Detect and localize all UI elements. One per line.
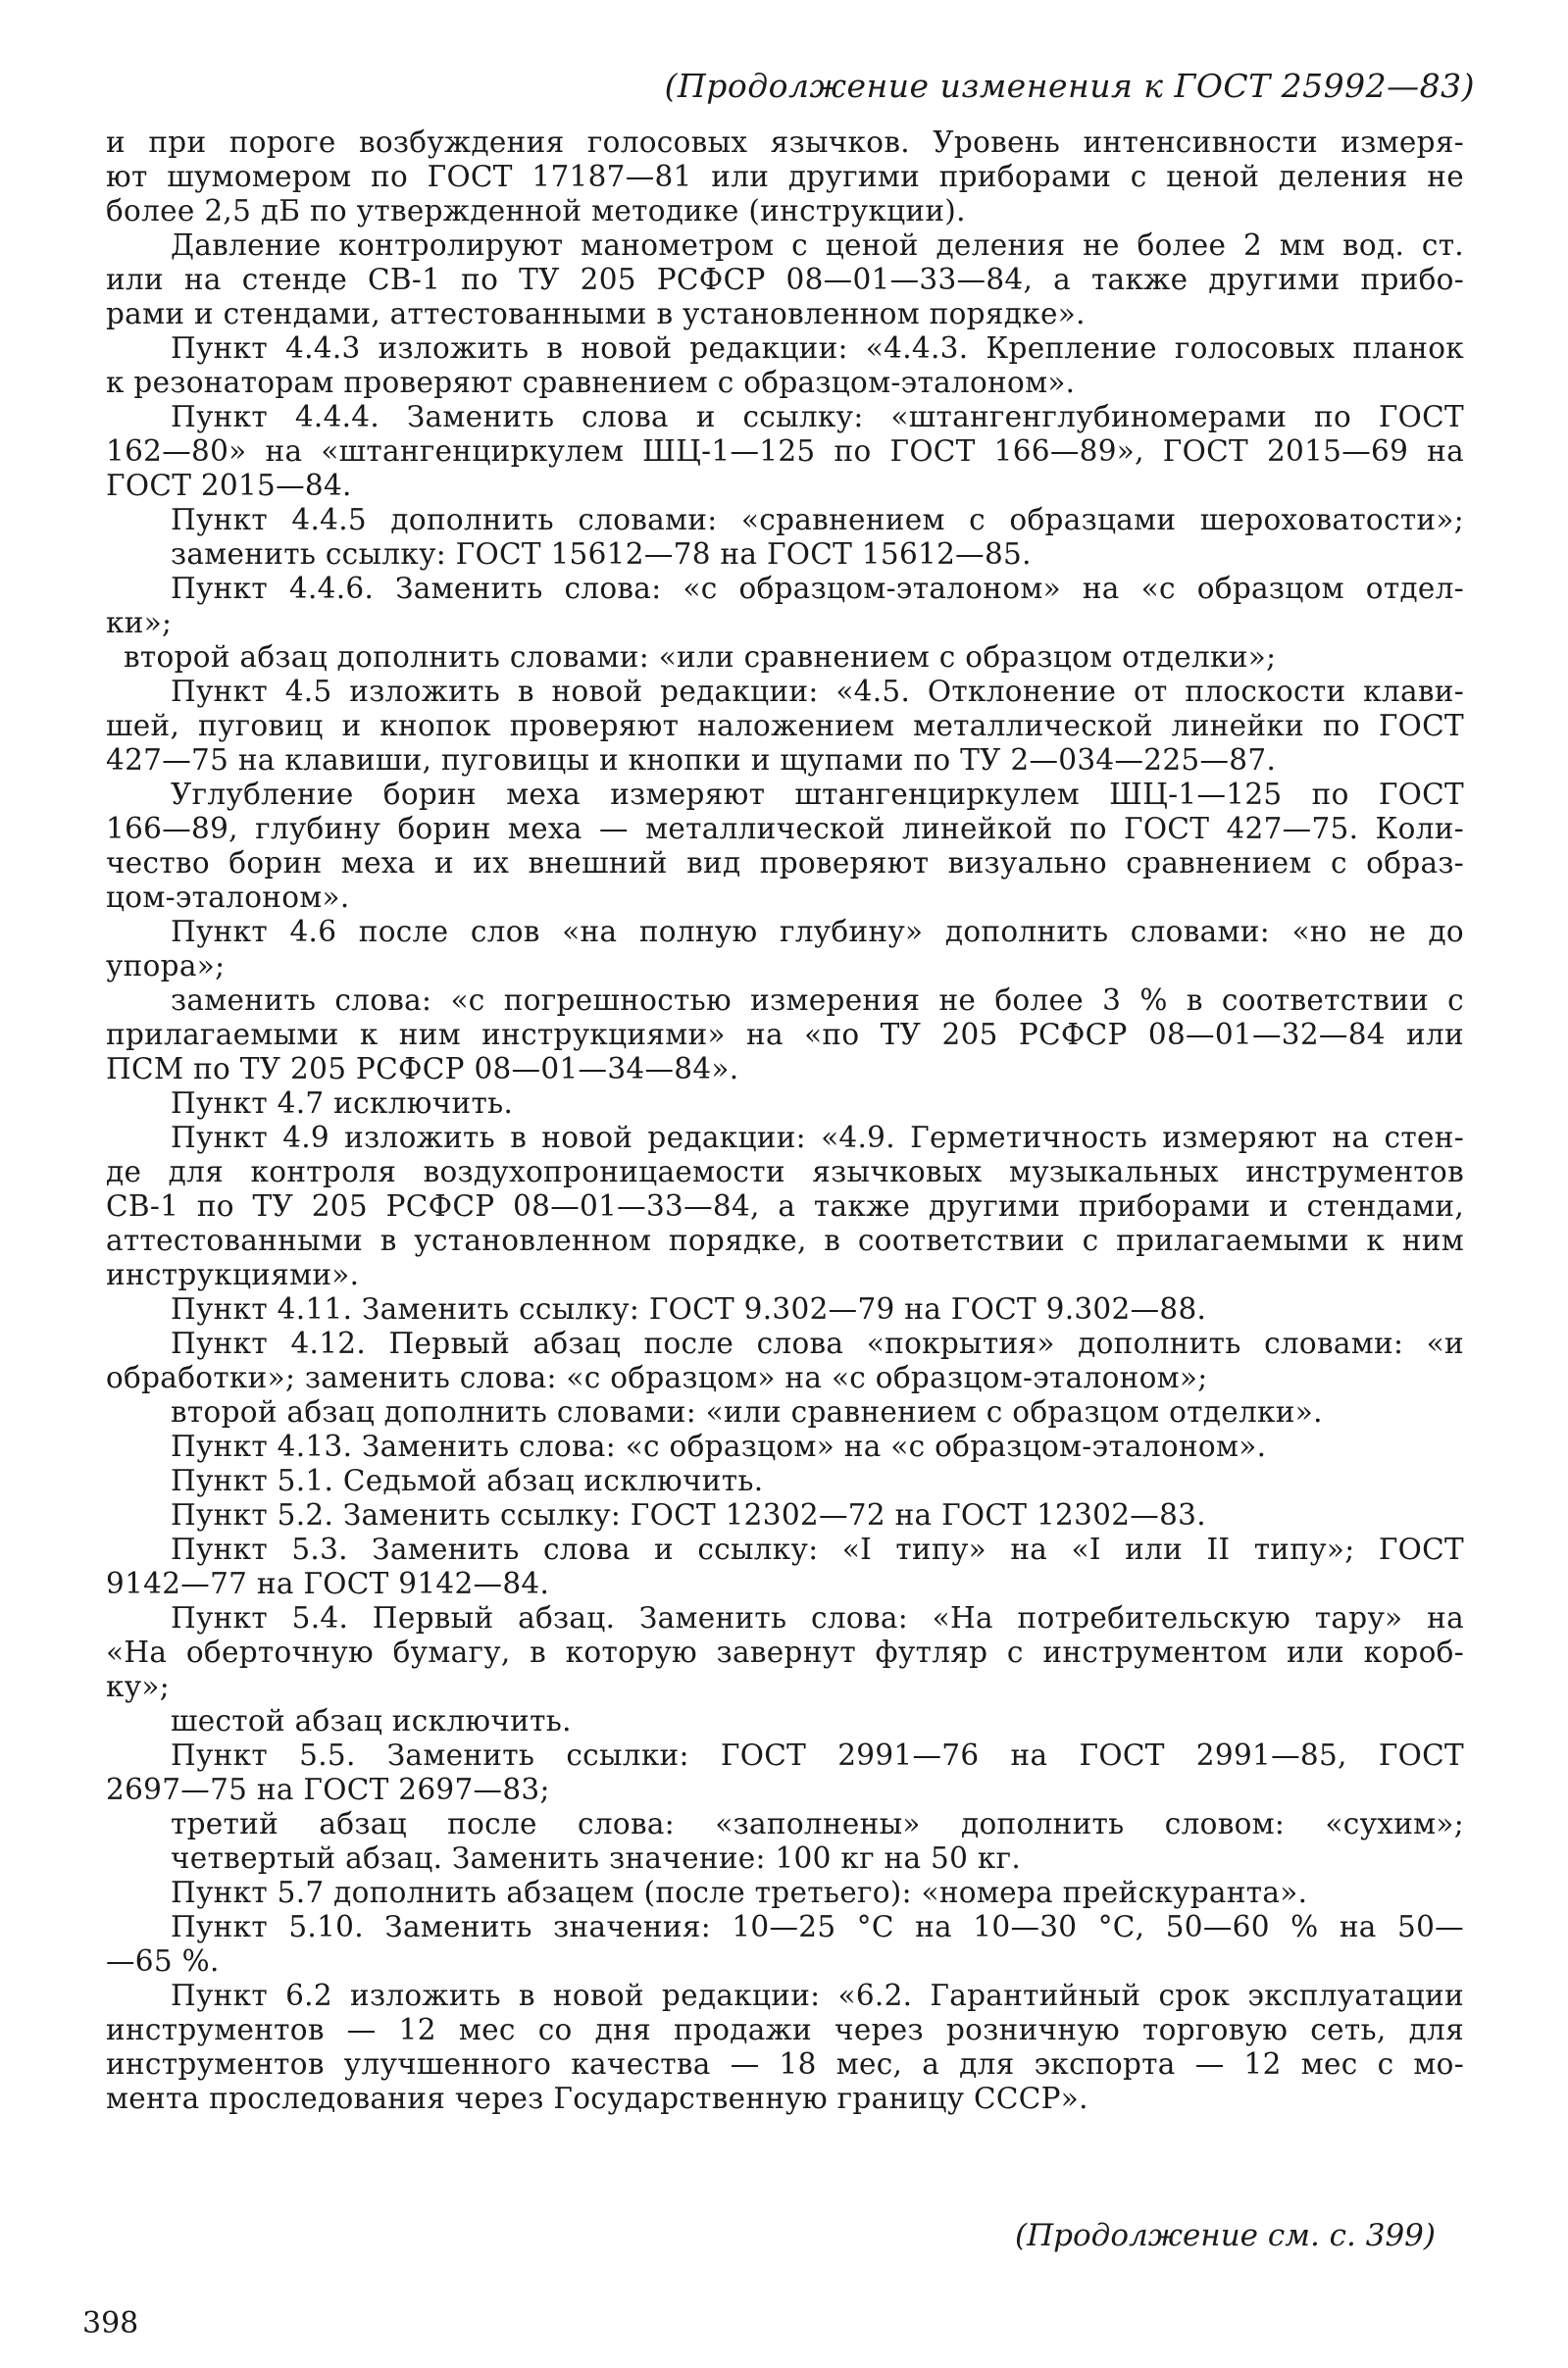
text-line: более 2,5 дБ по утвержденной методике (инструкции). bbox=[106, 194, 966, 227]
text-line: рами и стендами, аттестованными в установленном порядке». bbox=[106, 297, 1086, 330]
text-line: второй абзац дополнить словами: «или сравнением с образцом отделки»; bbox=[124, 640, 1277, 674]
text-line: прилагаемыми к ним инструкциями» на «по ТУ 205 РСФСР 08—01—32—84 или bbox=[106, 1018, 1464, 1051]
text-line: шей, пуговиц и кнопок проверяют наложением металлической линейки по ГОСТ bbox=[106, 709, 1464, 742]
text-line: Пункт 4.11. Заменить ссылку: ГОСТ 9.302—79 на ГОСТ 9.302—88. bbox=[171, 1292, 1207, 1326]
text-line: ку»; bbox=[106, 1670, 170, 1703]
text-line: де для контроля воздухопроницаемости язычковых музыкальных инструментов bbox=[106, 1155, 1464, 1188]
text-line: 427—75 на клавиши, пуговицы и кнопки и щупами по ТУ 2—034—225—87. bbox=[106, 743, 1277, 777]
text-line: цом-эталоном». bbox=[106, 881, 350, 914]
text-line: третий абзац после слова: «заполнены» дополнить словом: «сухим»; bbox=[171, 1807, 1464, 1840]
text-line: —65 %. bbox=[106, 1944, 220, 1978]
text-line: 166—89, глубину борин меха — металлической линейкой по ГОСТ 427—75. Коли- bbox=[106, 812, 1464, 845]
text-line: Давление контролируют манометром с ценой деления не более 2 мм вод. ст. bbox=[171, 228, 1464, 262]
text-line: СВ-1 по ТУ 205 РСФСР 08—01—33—84, а также другими приборами и стендами, bbox=[106, 1189, 1464, 1223]
text-line: второй абзац дополнить словами: «или сравнением с образцом отделки». bbox=[171, 1395, 1323, 1429]
text-line: Пункт 4.7 исключить. bbox=[171, 1086, 514, 1120]
text-line: 2697—75 на ГОСТ 2697—83; bbox=[106, 1773, 550, 1806]
text-line: Пункт 4.12. Первый абзац после слова «покрытия» дополнить словами: «и bbox=[171, 1327, 1464, 1360]
body-text bbox=[106, 126, 1464, 2116]
text-line: Пункт 4.4.6. Заменить слова: «с образцом-эталоном» на «с образцом отдел- bbox=[171, 572, 1464, 605]
text-line: Пункт 5.4. Первый абзац. Заменить слова: «На потребительскую тару» на bbox=[171, 1601, 1464, 1635]
text-line: ПСМ по ТУ 205 РСФСР 08—01—34—84». bbox=[106, 1052, 739, 1085]
text-line: Пункт 5.2. Заменить ссылку: ГОСТ 12302—72 на ГОСТ 12302—83. bbox=[171, 1498, 1206, 1532]
text-line: ют шумомером по ГОСТ 17187—81 или другими приборами с ценой деления не bbox=[106, 160, 1464, 193]
text-line: заменить слова: «с погрешностью измерения не более 3 % в соответствии с bbox=[171, 983, 1464, 1017]
text-line: заменить ссылку: ГОСТ 15612—78 на ГОСТ 15612—85. bbox=[171, 537, 1032, 571]
continuation-note: (Продолжение см. с. 399) bbox=[1015, 2218, 1436, 2253]
text-line: аттестованными в установленном порядке, в соответствии с прилагаемыми к ним bbox=[106, 1224, 1464, 1257]
text-line: Пункт 4.9 изложить в новой редакции: «4.9. Герметичность измеряют на стен- bbox=[171, 1121, 1464, 1154]
text-line: обработки»; заменить слова: «с образцом» на «с образцом-эталоном»; bbox=[106, 1361, 1208, 1394]
text-line: ГОСТ 2015—84. bbox=[106, 469, 352, 502]
text-line: Пункт 4.5 изложить в новой редакции: «4.5. Отклонение от плоскости клави- bbox=[171, 675, 1464, 708]
text-line: Пункт 5.10. Заменить значения: 10—25 °С на 10—30 °С, 50—60 % на 50— bbox=[171, 1910, 1464, 1943]
running-header: (Продолжение изменения к ГОСТ 25992—83) bbox=[664, 67, 1475, 105]
text-line: к резонаторам проверяют сравнением с образцом-эталоном». bbox=[106, 366, 1076, 399]
text-line: ки»; bbox=[106, 606, 173, 639]
text-line: Пункт 4.4.4. Заменить слова и ссылку: «штангенглубиномерами по ГОСТ bbox=[171, 400, 1464, 433]
text-line: Углубление борин меха измеряют штангенциркулем ШЦ-1—125 по ГОСТ bbox=[171, 778, 1464, 811]
text-line: чество борин меха и их внешний вид проверяют визуально сравнением с образ- bbox=[106, 846, 1464, 880]
text-line: Пункт 4.4.5 дополнить словами: «сравнением с образцами шероховатости»; bbox=[171, 503, 1464, 536]
text-line: Пункт 5.1. Седьмой абзац исключить. bbox=[171, 1464, 764, 1497]
text-line: инструкциями». bbox=[106, 1258, 360, 1291]
page-number: 398 bbox=[82, 2306, 139, 2341]
text-line: мента проследования через Государственную границу СССР». bbox=[106, 2082, 1088, 2115]
text-line: Пункт 4.6 после слов «на полную глубину» дополнить словами: «но не до bbox=[171, 915, 1464, 948]
text-line: 9142—77 на ГОСТ 9142—84. bbox=[106, 1567, 550, 1600]
text-line: Пункт 6.2 изложить в новой редакции: «6.2. Гарантийный срок эксплуатации bbox=[171, 1979, 1464, 2012]
text-line: или на стенде СВ-1 по ТУ 205 РСФСР 08—01—33—84, а также другими прибо- bbox=[106, 263, 1464, 296]
text-line: и при пороге возбуждения голосовых язычков. Уровень интенсивности измеря- bbox=[106, 126, 1464, 159]
text-line: Пункт 4.4.3 изложить в новой редакции: «4.4.3. Крепление голосовых планок bbox=[171, 331, 1464, 365]
text-line: упора»; bbox=[106, 949, 226, 982]
text-line: четвертый абзац. Заменить значение: 100 кг на 50 кг. bbox=[171, 1841, 1022, 1875]
text-line: «На оберточную бумагу, в которую завернут футляр с инструментом или короб- bbox=[106, 1636, 1464, 1669]
text-line: шестой абзац исключить. bbox=[171, 1704, 572, 1738]
text-line: Пункт 4.13. Заменить слова: «с образцом» на «с образцом-эталоном». bbox=[171, 1430, 1267, 1463]
text-line: Пункт 5.7 дополнить абзацем (после третьего): «номера прейскуранта». bbox=[171, 1876, 1308, 1909]
text-line: инструментов — 12 мес со дня продажи через розничную торговую сеть, для bbox=[106, 2013, 1464, 2046]
text-line: инструментов улучшенного качества — 18 мес, а для экспорта — 12 мес с мо- bbox=[106, 2047, 1464, 2081]
text-line: Пункт 5.5. Заменить ссылки: ГОСТ 2991—76 на ГОСТ 2991—85, ГОСТ bbox=[171, 1738, 1464, 1772]
text-line: Пункт 5.3. Заменить слова и ссылку: «I типу» на «I или II типу»; ГОСТ bbox=[171, 1533, 1464, 1566]
text-line: 162—80» на «штангенциркулем ШЦ-1—125 по ГОСТ 166—89», ГОСТ 2015—69 на bbox=[106, 434, 1464, 468]
